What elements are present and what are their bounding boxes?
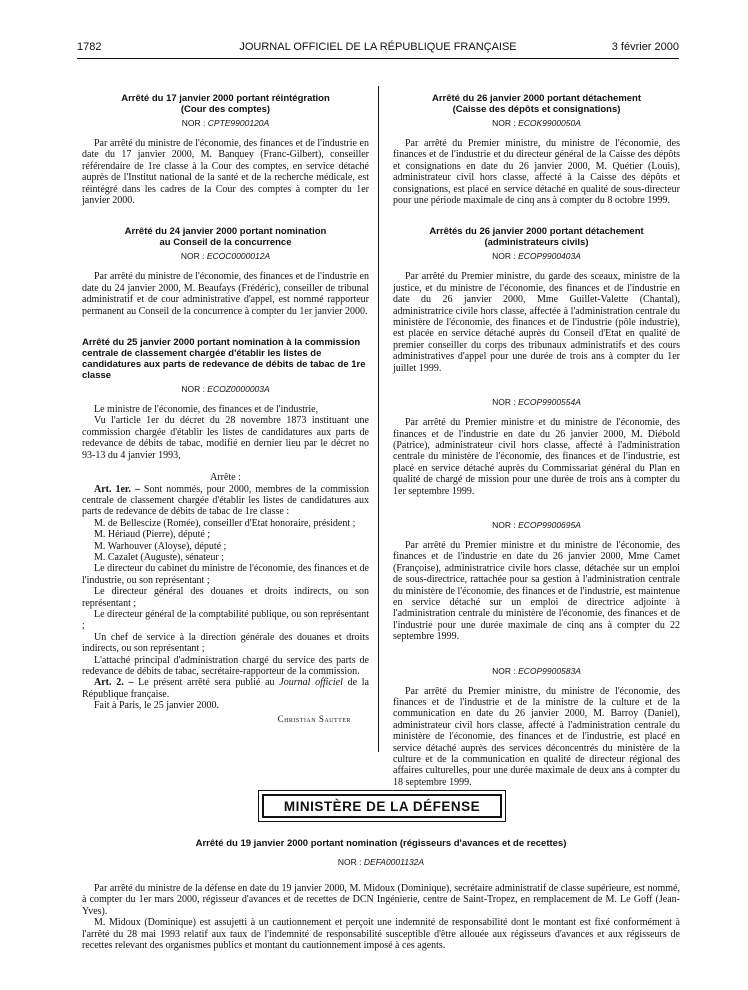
arrete-conseil-concurrence [82, 226, 369, 317]
nor-reference: NOR : ECOZ0000003A [181, 384, 270, 395]
header-rule [77, 58, 679, 59]
arrete-body: Par arrêté du Premier ministre, du ministre de l'économie, des finances et de l'industrie et du directeur général de la Caisse des dépôts et consignations en date du 26 janvier 2000, M. Quétier (Louis), administrateur civil hors classe, affecté à la Caisse des dépôts et consignations, est placé en service détaché en qualité de sous-directeur pour une période maximale de cinq ans à compter du 8 octobre 1999. [393, 138, 680, 207]
article-1: Art. 1er. – Sont nommés, pour 2000, membres de la commission centrale de classement chargée d'établir les listes de candidatures aux parts de redevance de débits de tabac de 1re classe : [82, 483, 369, 518]
member-item: Le directeur général des douanes et droits indirects, ou son représentant ; [82, 586, 369, 609]
arrete-body: Par arrêté du ministre de la défense en date du 19 janvier 2000, M. Midoux (Dominique), secrétaire administratif de classe supérieure, est nommé, à compter du 1er mars 2000, régisseur d'avances et de recettes de DCN Ingénierie, centre de Saint-Tropez, en remplacement de M. Le Goff (Jean-Yves). [82, 883, 680, 917]
member-item: Le directeur général de la comptabilité publique, ou son représentant ; [82, 608, 369, 632]
nor-reference: NOR : ECOP9900554A [492, 397, 581, 408]
arrete-body: Par arrêté du Premier ministre et du ministre de l'économie, des finances et de l'industrie en date du 26 janvier 2000, M. Diébold (Patrice), administrateur civil hors classe, affecté à l'administration centrale du ministère de l'économie, des finances et de l'industrie, est placé en service détaché auprès du Commissariat général du Plan en qualité de chargé de mission pour une durée de trois ans à compter du 1er septembre 1999. [393, 417, 680, 497]
member-item: L'attaché principal d'administration chargé du service des parts de redevance de débits de tabac, secrétaire-rapporteur de la commission. [82, 654, 369, 677]
arrete-title: Arrêté du 24 janvier 2000 portant nomination [124, 226, 327, 238]
arrete-reintegration [82, 93, 369, 206]
member-item: M. Cazalet (Auguste), sénateur ; [94, 551, 224, 563]
nor-reference: NOR : CPTE9900120A [181, 118, 270, 128]
arrete-title: Arrêté du 19 janvier 2000 portant nomination (régisseurs d'avances et de recettes) [195, 838, 567, 849]
arrete-visa: Vu l'article 1er du décret du 28 novembre 1873 instituant une commission chargée d'établir les listes de candidatures aux parts de redevance de débits de tabac, modifié en dernier lieu par le décret no 93-13 du 4 janvier 1993, [82, 415, 369, 461]
arrete-title: Arrêté du 26 janvier 2000 portant détachement [431, 93, 642, 104]
arrete-regisseurs [82, 838, 680, 951]
arrete-body: Par arrêté du Premier ministre et du ministre de l'économie, des finances et de l'industrie en date du 26 janvier 2000, Mme Camet (Françoise), administratrice civile hors classe, détachée sur un emploi de sous-directrice, rattachée pour sa gestion à l'administration centrale du ministère de l'économie, des finances et de l'industrie, est maintenue en service détaché sur un emploi de directrice adjointe à l'administration centrale du ministère de l'économie, des finances et de l'industrie pour une durée maximale de cinq ans à compter du 22 septembre 1999. [393, 539, 680, 643]
ministry-title: MINISTÈRE DE LA DÉFENSE [262, 794, 502, 818]
arrete-caisse-depots [393, 93, 680, 206]
ministry-banner [258, 790, 506, 822]
arrete-body: Par arrêté du ministre de l'économie, des finances et de l'industrie en date du 17 janvier 2000, M. Banquey (Franc-Gilbert), conseiller référendaire de 1re classe à la Cour des comptes, en service détaché auprès de l'Institut national de la santé et de la recherche médicale, est réintégré dans les cadres de la Cour des comptes à compter du 1er janvier 2000. [82, 138, 369, 207]
page-header [77, 41, 679, 57]
arrete-title: Arrêté du 25 janvier 2000 portant nomination à la commission centrale de classement chargée d'établir les listes de candidatures aux parts de redevance de débits de tabac de 1re classe [82, 337, 366, 382]
signature: Christian Sautter [277, 713, 351, 724]
right-column [393, 93, 680, 788]
arrete-body-2: M. Midoux (Dominique) est assujetti à un cautionnement et perçoit une indemnité de responsabilité dont le montant est fixé conformément à l'arrêté du 28 mai 1993 relatif aux taux de l'indemnité de responsabilité susceptible d'être allouée aux régisseurs d'avances et aux régisseurs de recettes relevant des organismes publics et montant du cautionnement imposé à ces agents. [82, 917, 680, 952]
arrete-title: Arrêté du 17 janvier 2000 portant réintégration [121, 93, 330, 104]
nor-reference: NOR : ECOP9900583A [492, 665, 581, 676]
member-item: M. de Bellescize (Romée), conseiller d'Etat honoraire, président ; [94, 517, 356, 529]
nor-reference: NOR : ECOC0000012A [180, 251, 271, 262]
arrete-subtitle: au Conseil de la concurrence [159, 237, 292, 249]
nor-reference: NOR : ECOP9900695A [492, 519, 581, 530]
journal-title: JOURNAL OFFICIEL DE LA RÉPUBLIQUE FRANÇAISE [239, 41, 517, 53]
member-item: Un chef de service à la direction générale des douanes et droits indirects, ou son représentant ; [82, 631, 369, 655]
page-number: 1782 [77, 41, 102, 53]
arrete-subtitle: (administrateurs civils) [484, 237, 589, 249]
arrete-subtitle: (Caisse des dépôts et consignations) [452, 104, 621, 115]
arrete-preamble: Le ministre de l'économie, des finances et de l'industrie, [94, 404, 319, 416]
arrete-body: Par arrêté du Premier ministre, du ministre de l'économie, des finances et de l'industrie et de la ministre de la culture et de la communication en date du 26 janvier 2000, M. Barroy (Daniel), administrateur civil hors classe, affecté à l'administration centrale du ministère de l'économie, des finances et de l'industrie, est placé en service détaché auprès des services déconcentrés du ministère de la culture et de la communication en qualité de directeur régional des affaires culturelles, pour une durée maximale de deux ans à compter du 18 septembre 1999. [393, 685, 680, 788]
member-item: Le directeur du cabinet du ministre de l'économie, des finances et de l'industrie, ou son représentant ; [82, 563, 369, 586]
nor-reference: NOR : ECOK9900050A [492, 118, 581, 128]
column-divider [378, 86, 379, 752]
issue-date: 3 février 2000 [611, 41, 679, 53]
arrete-body: Par arrêté du Premier ministre, du garde des sceaux, ministre de la justice, et du ministre de l'économie, des finances et de l'industrie en date du 26 janvier 2000, Mme Guillet-Valette (Chantal), administratrice civile hors classe, affectée à l'administration centrale du ministère de l'économie, des finances et de l'industrie (pôle industrie), est placée en service détaché auprès du Conseil d'Etat en qualité de premier conseiller du corps des tribunaux administratifs et des cours administratives d'appel pour une durée de trois ans à compter du 1er juillet 1999. [393, 271, 680, 374]
nor-reference: NOR : DEFA0001132A [337, 857, 425, 867]
arrete-commission-tabac [82, 337, 369, 724]
nor-reference: NOR : ECOP9900403A [492, 251, 581, 262]
arrete-decision: Arrête : [210, 472, 241, 484]
left-column [82, 93, 369, 724]
member-item: M. Hériaud (Pierre), député ; [94, 529, 211, 541]
member-item: M. Warhouver (Aloyse), député ; [94, 540, 227, 552]
arrete-title: Arrêtés du 26 janvier 2000 portant détachement [429, 226, 644, 238]
fait-a-paris: Fait à Paris, le 25 janvier 2000. [94, 700, 219, 712]
arretes-administrateurs-civils [393, 226, 680, 788]
arrete-subtitle: (Cour des comptes) [180, 104, 271, 115]
arrete-body: Par arrêté du ministre de l'économie, des finances et de l'industrie en date du 24 janvier 2000, M. Beaufays (Frédéric), conseiller de tribunal administratif et de cour administrative d'appel, est nommé rapporteur permanent au Conseil de la concurrence à compter du 1er janvier 2000. [82, 271, 369, 317]
article-2: Art. 2. – Le présent arrêté sera publié au Journal officiel de la République française. [82, 677, 369, 700]
